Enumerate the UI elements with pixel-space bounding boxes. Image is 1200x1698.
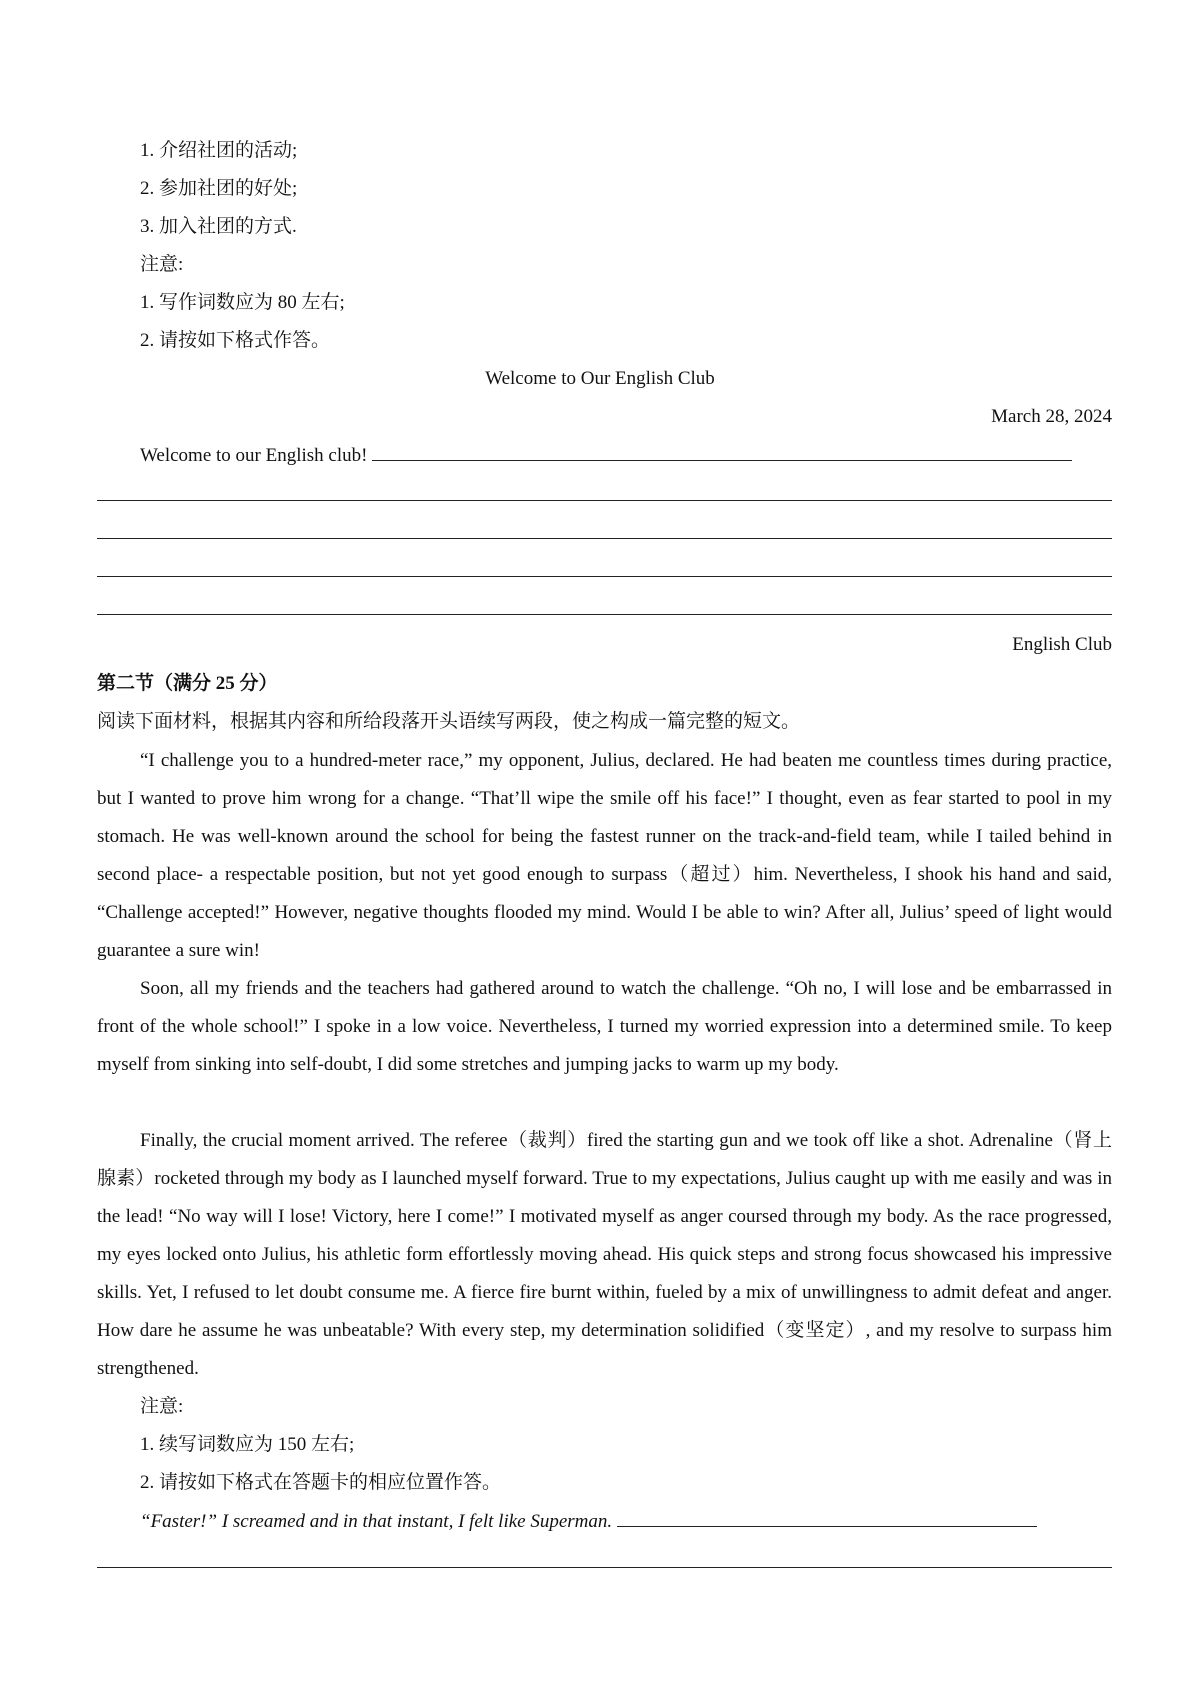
answer-blank[interactable] — [617, 1508, 1037, 1527]
section-heading: 第二节（满分 25 分） — [97, 673, 278, 694]
letter-title: Welcome to Our English Club — [485, 368, 715, 389]
notes-label: 注意: — [140, 254, 184, 275]
outline-item-3: 3. 加入社团的方式. — [140, 216, 297, 237]
letter-opening-line — [140, 442, 1072, 469]
story-paragraph-2: Soon, all my friends and the teachers had gathered around to watch the challenge. “Oh no, I will lose and be embarrassed in front of the whole school!” I spoke in a low voice. Nevertheless, I turned my worried expression into a determined smile. To keep myself from sinking into self-doubt, I did some stretches and jumping jacks to warm up my body. — [97, 978, 1112, 1075]
letter-opening: Welcome to our English club! — [140, 445, 368, 466]
notes-label-2: 注意: — [140, 1396, 184, 1417]
outline-item-2: 2. 参加社团的好处; — [140, 178, 298, 199]
continuation-prompt: “Faster!” I screamed and in that instant, I felt like Superman. — [140, 1511, 613, 1532]
answer-line[interactable] — [97, 614, 1112, 615]
story-paragraph-1: “I challenge you to a hundred-meter race,” my opponent, Julius, declared. He had beaten me countless times during practice, but I wanted to prove him wrong for a change. “That’ll wipe the smile off his face!” I thought, even as fear started to pool in my stomach. He was well-known around the school for being the fastest runner on the track-and-field team, while I tailed behind in second place- a respectable position, but not yet good enough to surpass（超过）him. Nevertheless, I shook his hand and said, “Challenge accepted!” However, negative thoughts flooded my mind. Would I be able to win? After all, Julius’ speed of light would guarantee a sure win! — [97, 750, 1112, 961]
section-instruction: 阅读下面材料，根据其内容和所给段落开头语续写两段，使之构成一篇完整的短文。 — [97, 711, 801, 732]
outline-item-1: 1. 介绍社团的活动; — [140, 140, 298, 161]
note-item-2: 2. 请按如下格式作答。 — [140, 330, 331, 351]
story-paragraph-3: Finally, the crucial moment arrived. The referee（裁判）fired the starting gun and we took off like a shot. Adrenaline（肾上腺素）rocketed through my body as I launched myself forward. True to my expectations, Julius caught up with me easily and was in the lead! “No way will I lose! Victory, here I come!” I motivated myself as anger coursed through my body. As the race progressed, my eyes locked onto Julius, his athletic form effortlessly moving ahead. His quick steps and strong focus showcased his impressive skills. Yet, I refused to let doubt consume me. A fierce fire burnt within, fueled by a mix of unwillingness to admit defeat and anger. How dare he assume he was unbeatable? With every step, my determination solidified（变坚定）, and my resolve to surpass him strengthened. — [97, 1130, 1112, 1379]
answer-line[interactable] — [97, 1567, 1112, 1568]
note-item-1: 1. 写作词数应为 80 左右; — [140, 292, 345, 313]
continuation-prompt-line — [140, 1508, 1037, 1535]
note2-item-1: 1. 续写词数应为 150 左右; — [140, 1434, 355, 1455]
letter-signature: English Club — [1012, 634, 1112, 655]
answer-line[interactable] — [97, 500, 1112, 501]
answer-blank[interactable] — [372, 442, 1072, 461]
letter-date: March 28, 2024 — [991, 406, 1112, 427]
answer-line[interactable] — [97, 576, 1112, 577]
note2-item-2: 2. 请按如下格式在答题卡的相应位置作答。 — [140, 1472, 502, 1493]
answer-line[interactable] — [97, 538, 1112, 539]
